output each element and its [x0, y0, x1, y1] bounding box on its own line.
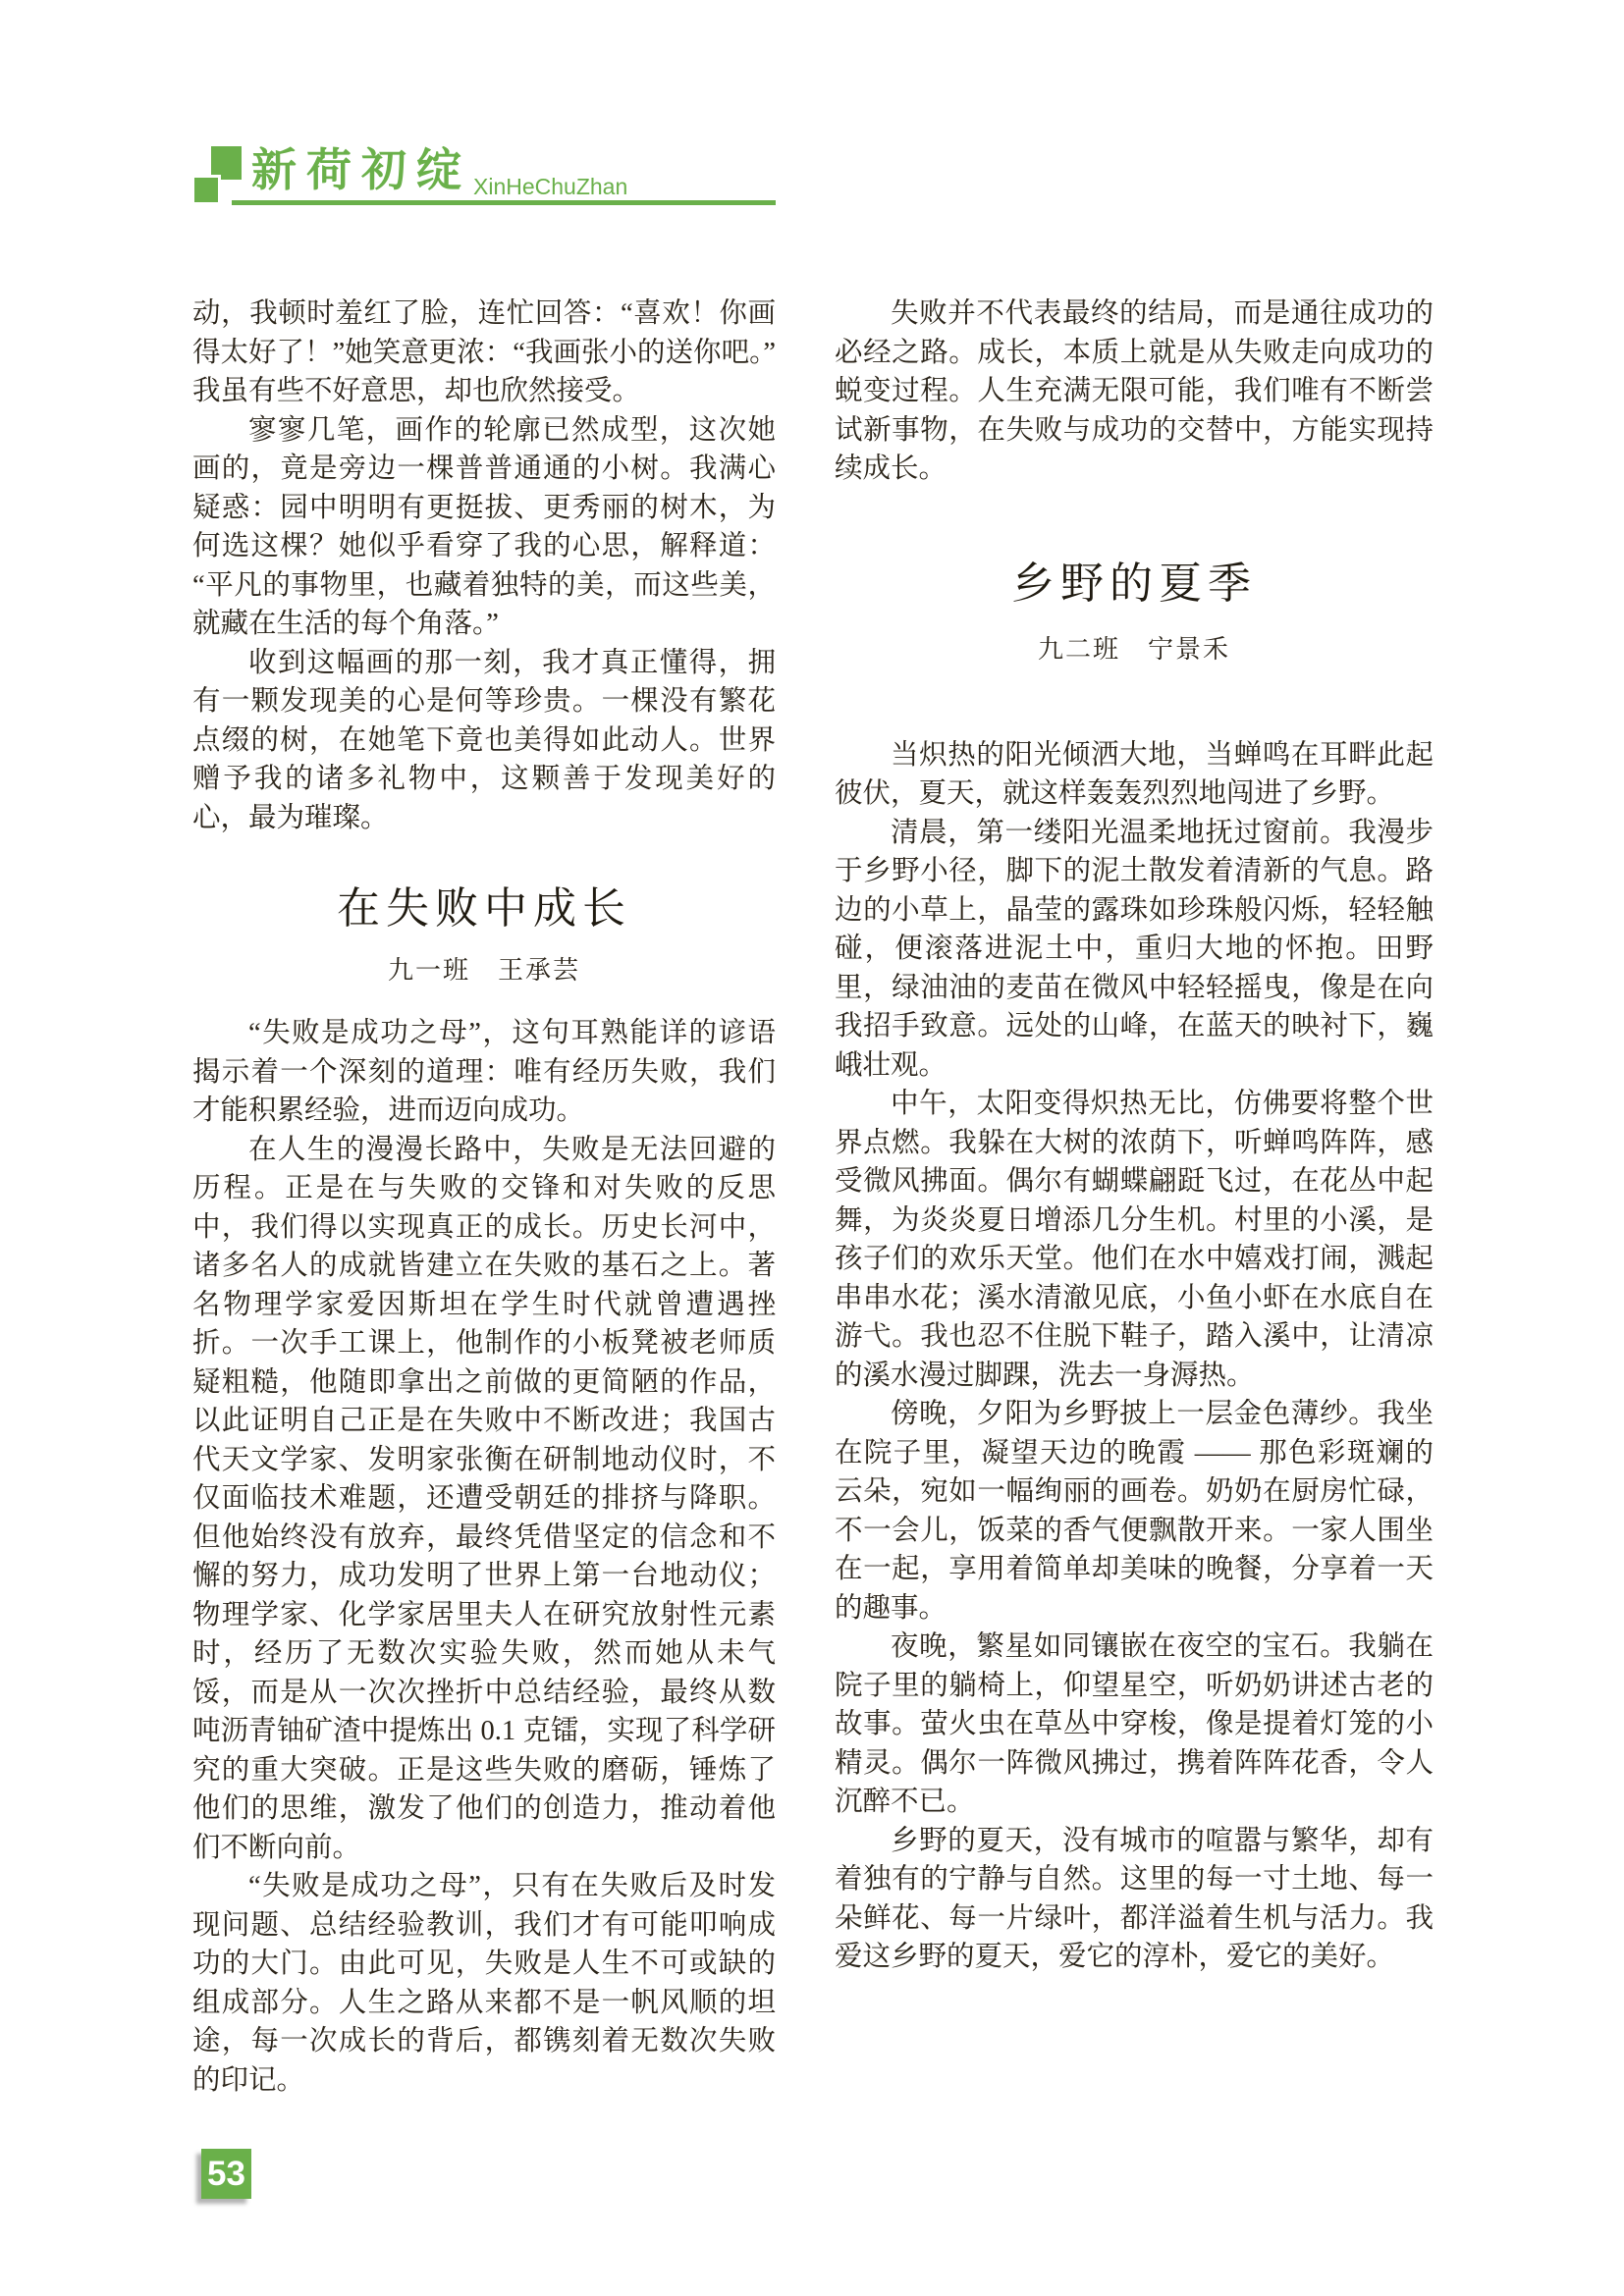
essay-paragraph: 当炽热的阳光倾洒大地，当蝉鸣在耳畔此起彼伏，夏天，就这样轰轰烈烈地闯进了乡野。: [835, 739, 1434, 810]
essay-paragraph: 夜晚，繁星如同镶嵌在夜空的宝石。我躺在院子里的躺椅上，仰望星空，听奶奶讲述古老的故事。萤火虫在草丛中穿梭，像是提着灯笼的小精灵。偶尔一阵微风拂过，携着阵阵花香，令人沉醉不已。: [835, 1631, 1434, 1818]
essay-author-byline: 九一班 王承芸: [387, 956, 580, 986]
essay-paragraph: 清晨，第一缕阳光温柔地抚过窗前。我漫步于乡野小径，脚下的泥土散发着清新的气息。路边的小草上，晶莹的露珠如珍珠般闪烁，轻轻触碰，便滚落进泥土中，重归大地的怀抱。田野里，绿油油的麦苗在微风中轻轻摇曳，像是在向我招手致意。远处的山峰，在蓝天的映衬下，巍峨壮观。: [835, 817, 1434, 1081]
essay-paragraph: 动，我顿时羞红了脸，连忙回答：“喜欢！你画得太好了！”她笑意更浓：“我画张小的送你吧。”我虽有些不好意思，却也欣然接受。: [192, 298, 776, 406]
masthead-rule: [232, 200, 776, 205]
essay-paragraph: 收到这幅画的那一刻，我才真正懂得，拥有一颗发现美的心是何等珍贵。一棵没有繁花点缀的树，在她笔下竟也美得如此动人。世界赠予我的诸多礼物中，这颗善于发现美好的心，最为璀璨。: [192, 647, 776, 833]
essay-paragraph: 在人生的漫漫长路中，失败是无法回避的历程。正是在与失败的交锋和对失败的反思中，我们得以实现真正的成长。历史长河中，诸多名人的成就皆建立在失败的基石之上。著名物理学家爱因斯坦在学生时代就曾遭遇挫折。一次手工课上，他制作的小板凳被老师质疑粗糙，他随即拿出之前做的更简陋的作品，以此证明自己正是在失败中不断改进；我国古代天文学家、发明家张衡在研制地动仪时，不仅面临技术难题，还遭受朝廷的排挤与降职。但他始终没有放弃，最终凭借坚定的信念和不懈的努力，成功发明了世界上第一台地动仪；物理学家、化学家居里夫人在研究放射性元素时，经历了无数次实验失败，然而她从未气馁，而是从一次次挫折中总结经验，最终从数吨沥青铀矿渣中提炼出 0.1 克镭，实现了科学研究的重大突破。正是这些失败的磨砺，锤炼了他们的思维，激发了他们的创造力，推动着他们不断向前。: [192, 1134, 776, 1863]
masthead-subtitle: XinHeChuZhan: [473, 174, 628, 199]
essay-title: 乡野的夏季: [1011, 559, 1257, 608]
essay-paragraph: 中午，太阳变得炽热无比，仿佛要将整个世界点燃。我躲在大树的浓荫下，听蝉鸣阵阵，感受微风拂面。偶尔有蝴蝶翩跹飞过，在花丛中起舞，为炎炎夏日增添几分生机。村里的小溪，是孩子们的欢乐天堂。他们在水中嬉戏打闹，溅起串串水花；溪水清澈见底，小鱼小虾在水底自在游弋。我也忍不住脱下鞋子，踏入溪中，让清凉的溪水漫过脚踝，洗去一身溽热。: [835, 1089, 1434, 1391]
essay-paragraph: “失败是成功之母”，只有在失败后及时发现问题、总结经验教训，我们才有可能叩响成功的大门。由此可见，失败是人生不可或缺的组成部分。人生之路从来都不是一帆风顺的坦途，每一次成长的背后，都镌刻着无数次失败的印记。: [192, 1871, 776, 2096]
essay-title: 在失败中成长: [337, 884, 631, 933]
essay-paragraph: 傍晚，夕阳为乡野披上一层金色薄纱。我坐在院子里，凝望天边的晚霞 —— 那色彩斑斓的云朵，宛如一幅绚丽的画卷。奶奶在厨房忙碌，不一会儿，饭菜的香气便飘散开来。一家人围坐在一起，享用着简单却美味的晚餐，分享着一天的趣事。: [835, 1399, 1434, 1624]
essay-author-byline: 九二班 宁景禾: [1037, 634, 1230, 664]
logo-square-small: [194, 175, 221, 202]
right-column: [835, 294, 1434, 1977]
essay-paragraph: 失败并不代表最终的结局，而是通往成功的必经之路。成长，本质上就是从失败走向成功的蜕变过程。人生充满无限可能，我们唯有不断尝试新事物，在失败与成功的交替中，方能实现持续成长。: [835, 298, 1434, 484]
masthead-title: 新荷初绽: [251, 145, 471, 195]
left-column: [192, 294, 776, 2100]
two-squares-logo-icon: [194, 146, 242, 205]
essay-paragraph: 乡野的夏天，没有城市的喧嚣与繁华，却有着独有的宁静与自然。这里的每一寸土地、每一朵鲜花、每一片绿叶，都洋溢着生机与活力。我爱这乡野的夏天，爱它的淳朴，爱它的美好。: [835, 1825, 1434, 1973]
essay-paragraph: “失败是成功之母”，这句耳熟能详的谚语揭示着一个深刻的道理：唯有经历失败，我们才能积累经验，进而迈向成功。: [192, 1018, 776, 1127]
page-number-badge: 53: [201, 2149, 251, 2199]
essay-paragraph: 寥寥几笔，画作的轮廓已然成型，这次她画的，竟是旁边一棵普普通通的小树。我满心疑惑：园中明明有更挺拔、更秀丽的树木，为何选这棵？她似乎看穿了我的心思，解释道：“平凡的事物里，也藏着独特的美，而这些美，就藏在生活的每个角落。”: [192, 414, 776, 639]
